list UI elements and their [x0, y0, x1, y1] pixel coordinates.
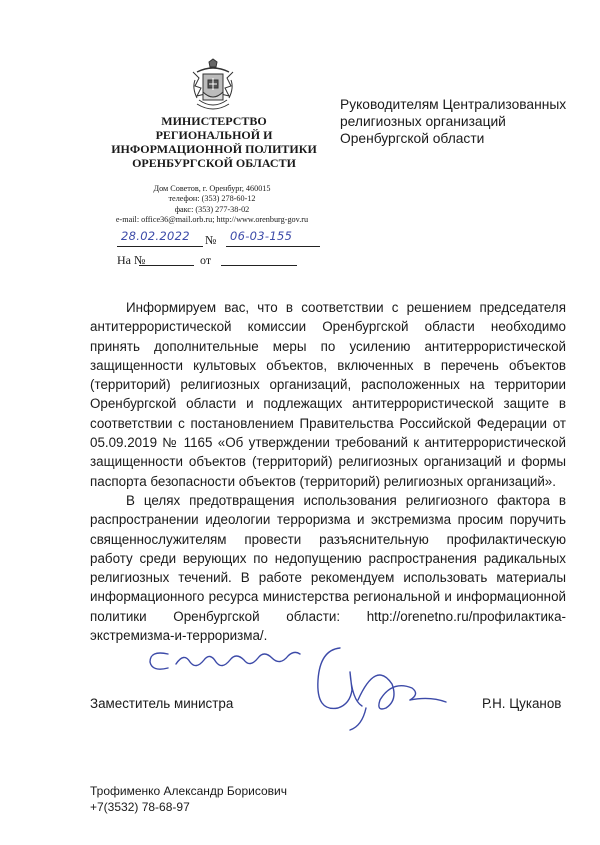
oblast-coat-of-arms-icon — [189, 58, 237, 114]
ministry-contacts — [86, 184, 338, 226]
letter-body — [90, 298, 566, 645]
signer-position: Заместитель министра — [90, 696, 234, 711]
address: Дом Советов, г. Оренбург, 460015 — [153, 184, 271, 193]
executor-name: Трофименко Александр Борисович — [90, 784, 287, 798]
phone: телефон: (353) 278-60-12 — [168, 194, 256, 204]
reply-date-blank — [221, 265, 297, 266]
registration-date-field — [117, 229, 203, 247]
ministry-line: ИНФОРМАЦИОННОЙ ПОЛИТИКИ — [111, 142, 317, 156]
reply-number-blank — [139, 265, 194, 266]
reply-number-label: На № — [117, 253, 146, 267]
registration-line — [117, 229, 327, 250]
executor-phone: +7(3532) 78-68-97 — [90, 799, 190, 814]
handwritten-note — [158, 671, 160, 672]
email-web: e-mail: office36@mail.orb.ru; http://www.orenburg-gov.ru — [115, 215, 309, 225]
registration-number-label: № — [205, 233, 217, 247]
reply-reference-line — [117, 253, 327, 269]
addressee-block — [340, 96, 580, 147]
addressee-line: Руководителям Централизованных — [340, 97, 567, 112]
registration-date: 28.02.2022 — [121, 229, 190, 243]
ministry-line: ОРЕНБУРГСКОЙ ОБЛАСТИ — [132, 156, 296, 170]
ministry-line: МИНИСТЕРСТВО — [161, 114, 267, 128]
signature-row — [90, 696, 570, 716]
addressee-line: религиозных организаций — [340, 114, 506, 129]
registration-number: 06-03-155 — [230, 229, 293, 243]
reply-from-label: от — [200, 253, 212, 267]
ministry-line: РЕГИОНАЛЬНОЙ И — [155, 128, 273, 142]
signer-name: Р.Н. Цуканов — [482, 696, 562, 711]
ministry-name — [96, 114, 332, 170]
body-paragraph-1: Информируем вас, что в соответствии с решением председателя антитеррористической комиссии Оренбургской области необходимо принять дополнительные меры по усилению антитеррористической защищенности культовых объектов, включенных в перечень объектов (территорий) религиозных организаций, расположенных на территории Оренбургской области и подлежащих антитеррористической защите в соответствии с постановлением Правительства Российской Федерации от 05.09.2019 № 1165 «Об утверждении требований к антитеррористической защищенности объектов (территорий) религиозных организаций и формы паспорта безопасности объектов (территорий) религиозных организаций». — [90, 300, 566, 489]
executor-block — [90, 784, 287, 815]
addressee-line: Оренбургской области — [340, 131, 485, 146]
registration-number-field — [226, 229, 320, 247]
body-paragraph-2: В целях предотвращения использования религиозного фактора в распространении идеологии терроризма и экстремизма просим поручить священнослужителям провести разъяснительную профилактическую работу среди верующих по недопущению распространения радикальных религиозных течений. В работе рекомендуем использовать материалы информационного ресурса министерства региональной и информационной политики Оренбургской области: http://orenetno.ru/профилактика-экстремизма-и-терроризма/. — [90, 492, 566, 644]
fax: факс: (353) 277-38-02 — [174, 204, 250, 214]
